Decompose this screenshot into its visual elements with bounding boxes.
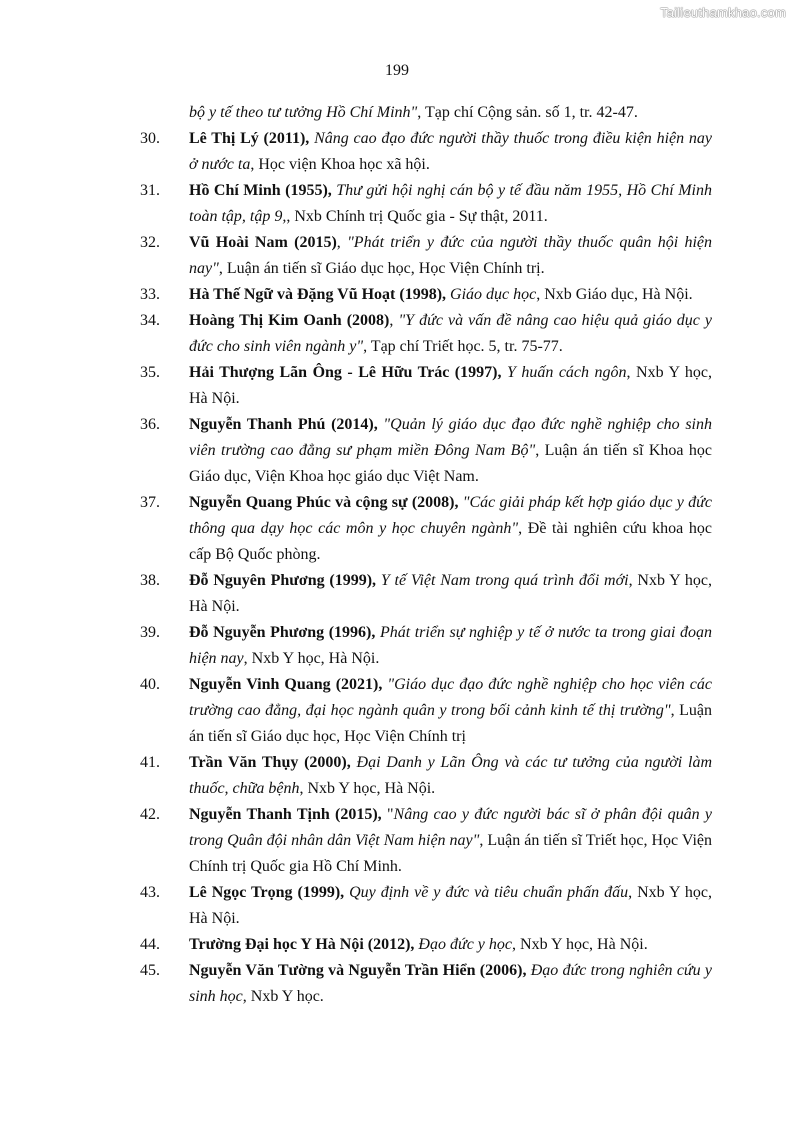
reference-title: Đại Danh y Lãn Ông và các tư tưởng của người làm thuốc, chữa bệnh <box>189 754 713 797</box>
reference-rest: , Nxb Y học, Hà Nội. <box>299 780 436 797</box>
reference-author: Trần Văn Thụy (2000), <box>189 754 351 771</box>
reference-rest: , Học viện Khoa học xã hội. <box>250 156 430 173</box>
reference-number: 36. <box>140 416 160 433</box>
reference-item <box>0 802 712 880</box>
reference-rest: , Luận án tiến sĩ Khoa học Giáo dục, Viện Khoa học giáo dục Việt Nam. <box>189 442 712 485</box>
reference-title: Đạo đức y học <box>418 936 513 953</box>
reference-author: Đỗ Nguyễn Phương (1996), <box>189 624 376 641</box>
reference-number: 30. <box>140 130 160 147</box>
reference-item <box>0 880 712 932</box>
reference-author: Lê Thị Lý (2011), <box>189 130 310 147</box>
page-number: 199 <box>385 62 409 79</box>
reference-item <box>0 308 712 360</box>
reference-title: Y tế Việt Nam trong quá trình đổi mới <box>380 572 629 589</box>
reference-title: Y huấn cách ngôn <box>506 364 627 381</box>
reference-rest: , Luận án tiến sĩ Giáo dục học, Học Viện Chính trị. <box>218 260 545 277</box>
reference-title: Phát triển sự nghiệp y tế ở nước ta trong giai đoạn hiện nay <box>189 624 712 667</box>
reference-author: Nguyễn Quang Phúc và cộng sự (2008), <box>189 494 459 511</box>
reference-number: 43. <box>140 884 160 901</box>
reference-rest: , Nxb Y học, Hà Nội. <box>189 364 713 407</box>
reference-rest: , Nxb Chính trị Quốc gia - Sự thật, 2011. <box>286 208 548 225</box>
reference-number: 41. <box>140 754 160 771</box>
reference-item <box>0 490 712 568</box>
reference-separator: , <box>336 234 348 251</box>
reference-author: Hải Thượng Lãn Ông - Lê Hữu Trác (1997), <box>189 364 502 381</box>
reference-title: "Giáo dục đạo đức nghề nghiệp cho học viên các trường cao đẳng, đại học ngành quân y trong bối cảnh kinh tế thị trường" <box>189 676 713 719</box>
reference-author: Lê Ngọc Trọng (1999), <box>189 884 345 901</box>
reference-item <box>0 672 712 750</box>
reference-rest: , Nxb Y học. <box>242 988 324 1005</box>
reference-number: 32. <box>140 234 160 251</box>
reference-number: 33. <box>140 286 160 303</box>
reference-item <box>0 958 712 1010</box>
reference-author: Nguyễn Vinh Quang (2021), <box>189 676 383 693</box>
reference-number: 39. <box>140 624 160 641</box>
reference-rest: , Tạp chí Triết học. 5, tr. 75-77. <box>363 338 563 355</box>
reference-rest: , Luận án tiến sĩ Triết học, Học Viện Chính trị Quốc gia Hồ Chí Minh. <box>189 832 712 875</box>
reference-title: Đạo đức trong nghiên cứu y sinh học <box>189 962 713 1005</box>
reference-rest: , Nxb Giáo dục, Hà Nội. <box>536 286 693 303</box>
reference-number: 42. <box>140 806 160 823</box>
reference-number: 35. <box>140 364 160 381</box>
reference-author: Trường Đại học Y Hà Nội (2012), <box>189 936 415 953</box>
reference-title: "Y đức và vấn đề nâng cao hiệu quả giáo dục y đức cho sinh viên ngành y" <box>189 312 713 355</box>
reference-item <box>0 360 712 412</box>
reference-item <box>0 126 712 178</box>
reference-title: bộ y tế theo tư tưởng Hồ Chí Minh" <box>189 104 418 121</box>
reference-rest: , Luận án tiến sĩ Giáo dục học, Học Viện Chính trị <box>189 702 713 745</box>
reference-title: Nâng cao y đức người bác sĩ ở phân đội quân y trong Quân đội nhân dân Việt Nam hiện nay" <box>189 806 712 849</box>
reference-separator: " <box>381 806 394 823</box>
reference-number: 37. <box>140 494 160 511</box>
reference-author: Đỗ Nguyên Phương (1999), <box>189 572 377 589</box>
reference-item <box>0 412 712 490</box>
reference-rest: , Nxb Y học, Hà Nội. <box>512 936 648 953</box>
watermark: Tailieuthamkhao.com <box>660 5 786 20</box>
reference-list <box>0 100 794 1010</box>
reference-author: Nguyễn Thanh Phú (2014), <box>189 416 378 433</box>
reference-number: 44. <box>140 936 160 953</box>
reference-rest: , Nxb Y học, Hà Nội. <box>189 884 712 927</box>
reference-item <box>0 178 712 230</box>
reference-number: 34. <box>140 312 160 329</box>
reference-number: 40. <box>140 676 160 693</box>
reference-title: Thư gửi hội nghị cán bộ y tế đầu năm 1955, Hồ Chí Minh toàn tập, tập 9, <box>189 182 713 225</box>
reference-title: "Phát triển y đức của người thầy thuốc quân hội hiện nay" <box>189 234 713 277</box>
reference-title: "Quản lý giáo dục đạo đức nghề nghiệp cho sinh viên trường cao đẳng sư phạm miền Đông Nam Bộ" <box>189 416 712 459</box>
reference-title: Giáo dục học <box>450 286 537 303</box>
reference-continuation <box>0 100 712 126</box>
reference-items <box>0 126 794 1010</box>
reference-rest: , Đề tài nghiên cứu khoa học cấp Bộ Quốc phòng. <box>189 520 713 563</box>
reference-number: 31. <box>140 182 160 199</box>
reference-author: Hoàng Thị Kim Oanh (2008) <box>189 312 390 329</box>
reference-item <box>0 750 712 802</box>
reference-item <box>0 932 712 958</box>
reference-item <box>0 620 712 672</box>
reference-author: Hà Thế Ngữ và Đặng Vũ Hoạt (1998), <box>189 286 447 303</box>
reference-author: Nguyễn Văn Tường và Nguyễn Trần Hiển (2006), <box>189 962 527 979</box>
reference-title: "Các giải pháp kết hợp giáo dục y đức thông qua dạy học các môn y học chuyên ngành" <box>189 494 713 537</box>
reference-rest: , Nxb Y học, Hà Nội. <box>243 650 380 667</box>
reference-author: Nguyễn Thanh Tịnh (2015), <box>189 806 382 823</box>
reference-title: Nâng cao đạo đức người thầy thuốc trong điều kiện hiện nay ở nước ta <box>189 130 712 173</box>
reference-number: 38. <box>140 572 160 589</box>
reference-author: Vũ Hoài Nam (2015) <box>189 234 337 251</box>
reference-rest: , Tạp chí Cộng sản. số 1, tr. 42-47. <box>417 104 638 121</box>
reference-item <box>0 282 712 308</box>
reference-number: 45. <box>140 962 160 979</box>
reference-item <box>0 568 712 620</box>
reference-separator: , <box>389 312 399 329</box>
reference-title: Quy định về y đức và tiêu chuẩn phấn đấu <box>349 884 629 901</box>
reference-rest: , Nxb Y học, Hà Nội. <box>189 572 712 615</box>
reference-author: Hồ Chí Minh (1955), <box>189 182 332 199</box>
reference-item <box>0 230 712 282</box>
